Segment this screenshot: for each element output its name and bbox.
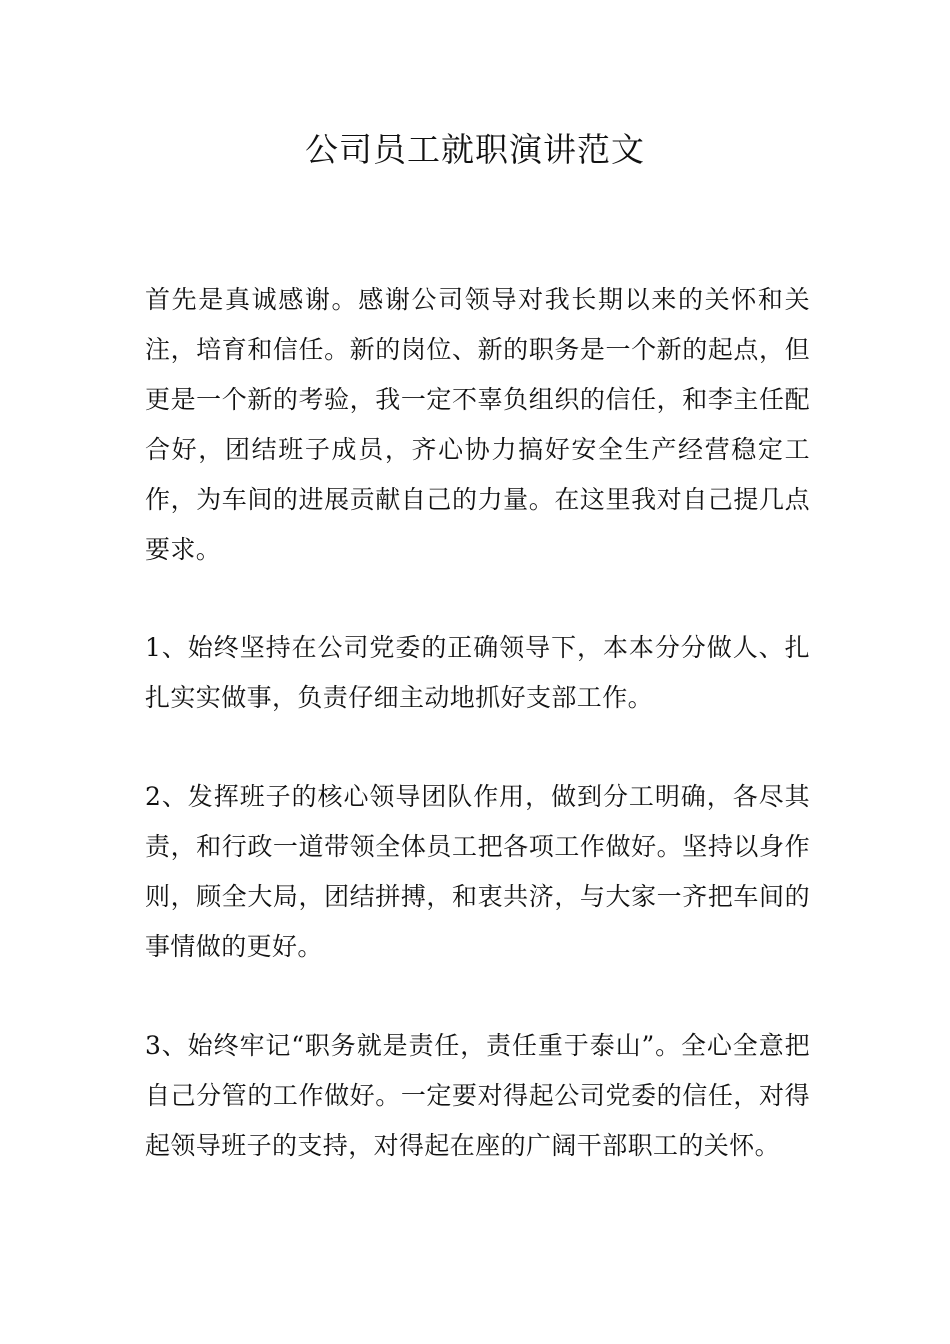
document-title: 公司员工就职演讲范文 [305, 130, 645, 169]
paragraph-point-2: 2、发挥班子的核心领导团队作用，做到分工明确，各尽其责，和行政一道带领全体员工把各项工作做好。坚持以身作则，顾全大局，团结拼搏，和衷共济，与大家一齐把车间的事情做的更好。 [145, 782, 810, 961]
paragraph-point-3: 3、始终牢记“职务就是责任，责任重于泰山”。全心全意把自己分管的工作做好。一定要对得起公司党委的信任，对得起领导班子的支持，对得起在座的广阔干部职工的关怀。 [145, 1031, 810, 1160]
paragraph-point-1: 1、始终坚持在公司党委的正确领导下，本本分分做人、扎扎实实做事，负责仔细主动地抓好支部工作。 [145, 633, 810, 712]
paragraph-intro: 首先是真诚感谢。感谢公司领导对我长期以来的关怀和关注，培育和信任。新的岗位、新的职务是一个新的起点，但更是一个新的考验，我一定不辜负组织的信任，和李主任配合好，团结班子成员，齐心协力搞好安全生产经营稳定工作，为车间的进展贡献自己的力量。在这里我对自己提几点要求。 [145, 285, 810, 564]
